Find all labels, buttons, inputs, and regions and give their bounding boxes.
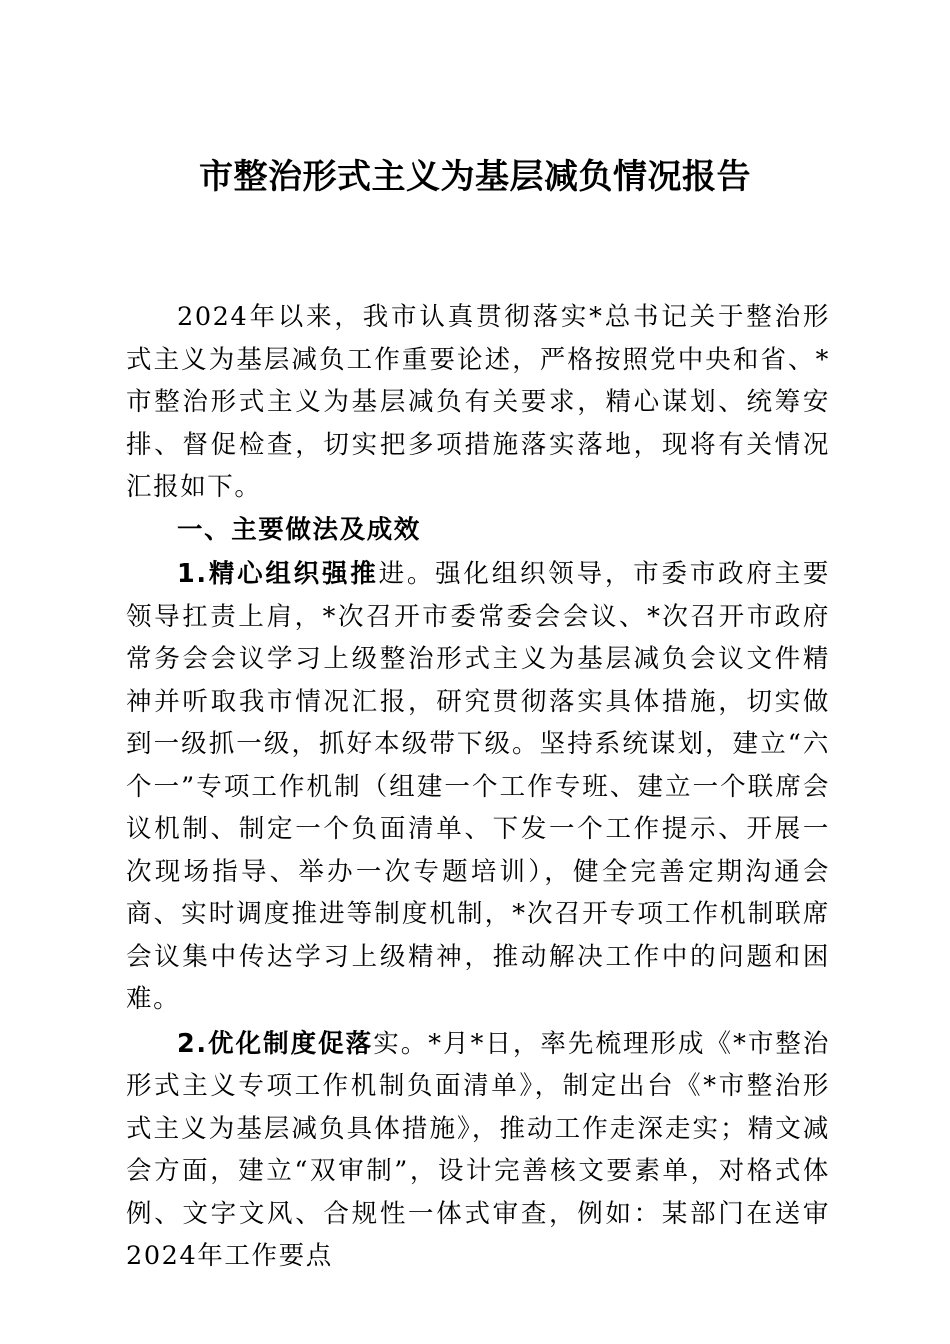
- document-title: 市整治形式主义为基层减负情况报告: [199, 157, 751, 197]
- intro-paragraph: 2024年以来，我市认真贯彻落实*总书记关于整治形式主义为基层减负工作重要论述，严格按照党中央和省、*市整治形式主义为基层减负有关要求，精心谋划、统筹安排、督促检查，切实把多项措施落实落地，现将有关情况汇报如下。: [126, 302, 830, 502]
- document-body: [126, 296, 830, 1278]
- item-1-text: 进。强化组织领导，市委市政府主要领导扛责上肩，*次召开市委常委会会议、*次召开市政府常务会会议学习上级整治形式主义为基层减负会议文件精神并听取我市情况汇报，研究贯彻落实具体措施，切实做到一级抓一级，抓好本级带下级。坚持系统谋划，建立“六个一”专项工作机制（组建一个工作专班、建立一个联席会议机制、制定一个负面清单、下发一个工作提示、开展一次现场指导、举办一次专题培训），健全完善定期沟通会商、实时调度推进等制度机制，*次召开专项工作机制联席会议集中传达学习上级精神，推动解决工作中的问题和困难。: [126, 559, 830, 1014]
- item-1-paragraph: [126, 553, 830, 1021]
- item-2-paragraph: [126, 1023, 830, 1278]
- item-2-lead: 2.优化制度促落: [177, 1028, 374, 1059]
- item-2-text: 实。*月*日，率先梳理形成《*市整治形式主义专项工作机制负面清单》，制定出台《*市整治形式主义为基层减负具体措施》，推动工作走深走实；精文减会方面，建立“双审制”，设计完善核文要素单，对格式体例、文字文风、合规性一体式审查，例如：某部门在送审2024年工作要点: [126, 1028, 830, 1271]
- section-heading: 一、主要做法及成效: [177, 514, 421, 545]
- item-1-lead: 1.精心组织强推: [177, 559, 379, 589]
